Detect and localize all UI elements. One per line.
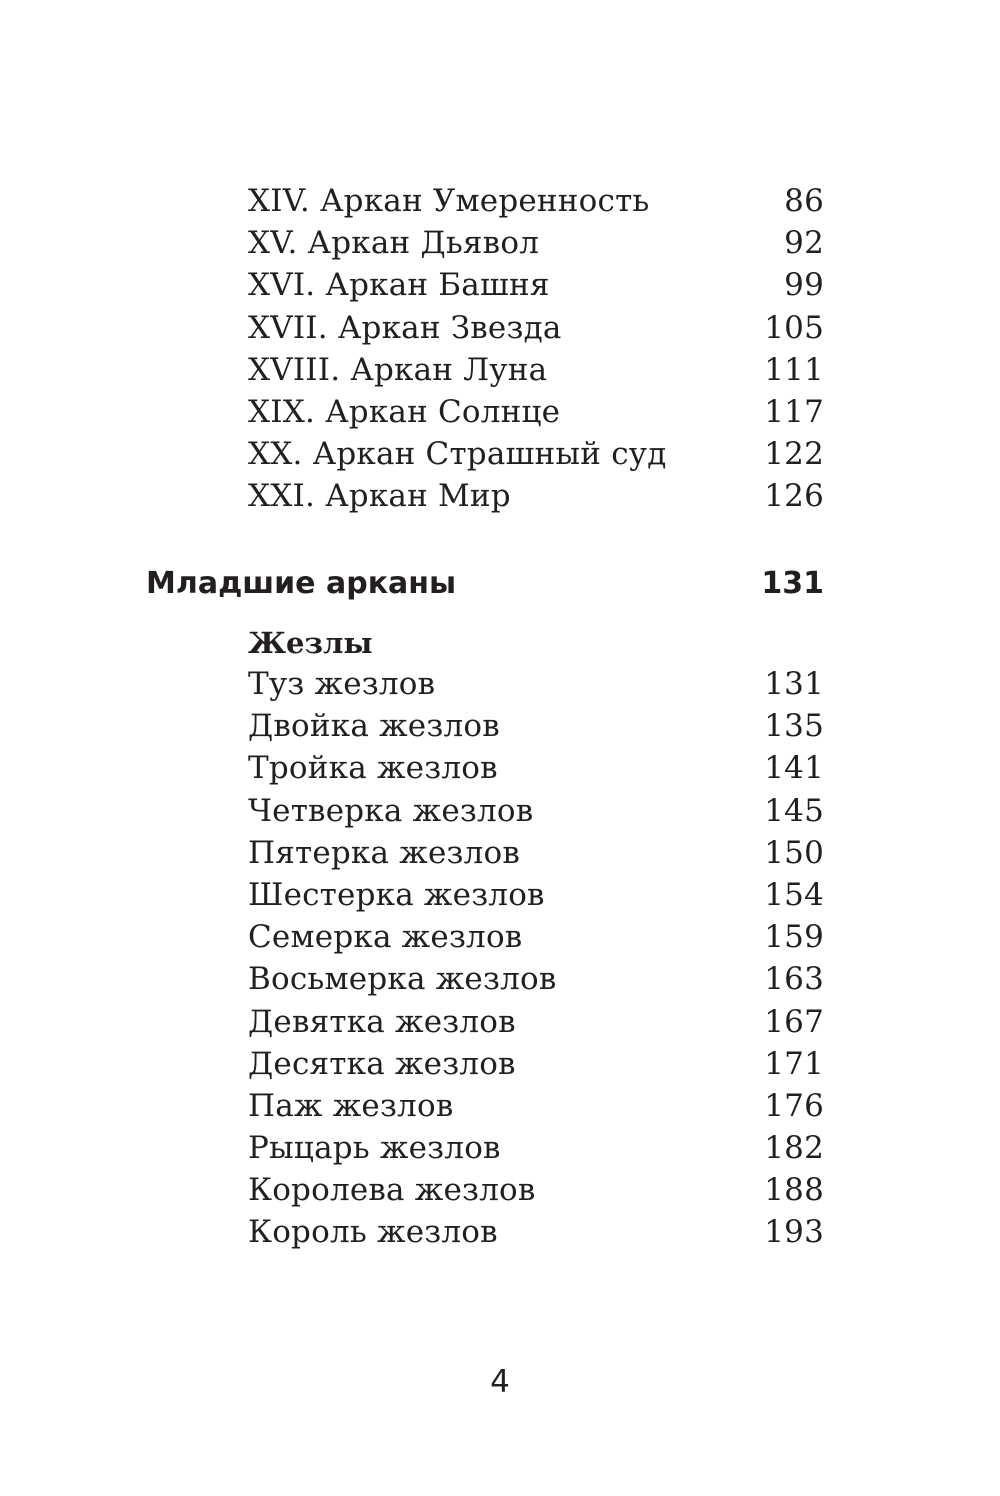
toc-entry-title: Десятка жезлов xyxy=(248,1045,516,1082)
toc-entry xyxy=(248,1127,824,1169)
toc-entry-title: Четверка жезлов xyxy=(248,792,534,829)
toc-entry-title: XIV. Аркан Умеренность xyxy=(248,183,650,219)
toc-entry-title: Семерка жезлов xyxy=(248,919,523,956)
toc-entry-page: 167 xyxy=(764,1003,824,1040)
toc-entry-page: 182 xyxy=(764,1130,824,1167)
toc-entry-title: Король жезлов xyxy=(248,1214,498,1251)
toc-entry xyxy=(248,958,824,1000)
minor-arcana-section-heading xyxy=(146,560,824,608)
toc-entry-page: 193 xyxy=(764,1214,824,1251)
toc-entry-title: Паж жезлов xyxy=(248,1087,454,1124)
toc-entry-page: 117 xyxy=(764,393,824,430)
toc-entry-page: 92 xyxy=(784,225,824,262)
toc-entry-page: 105 xyxy=(764,309,824,346)
toc-entry-page: 131 xyxy=(764,666,824,702)
toc-entry-page: 99 xyxy=(784,267,824,304)
toc-entry xyxy=(248,747,824,789)
toc-entry-title: Тройка жезлов xyxy=(248,750,498,787)
toc-entry xyxy=(248,433,824,475)
toc-entry xyxy=(248,1085,824,1127)
toc-entry-title: XVIII. Аркан Луна xyxy=(248,351,548,388)
page-number: 4 xyxy=(490,1364,510,1400)
toc-entry xyxy=(248,391,824,433)
toc-entry-page: 86 xyxy=(784,183,824,219)
toc-entry-title: Рыцарь жезлов xyxy=(248,1130,501,1167)
toc-entry-page: 176 xyxy=(764,1087,824,1124)
toc-entry xyxy=(248,1211,824,1253)
toc-entry xyxy=(248,663,824,705)
toc-entry xyxy=(248,1169,824,1211)
toc-entry-page: 135 xyxy=(764,708,824,745)
toc-entry-page: 141 xyxy=(764,750,824,787)
toc-entry xyxy=(248,1001,824,1043)
toc-entry-title: Шестерка жезлов xyxy=(248,876,545,913)
toc-entry xyxy=(248,832,824,874)
wands-subheading: Жезлы xyxy=(248,626,373,660)
toc-entry-page: 111 xyxy=(764,351,824,388)
toc-entry-page: 122 xyxy=(764,436,824,473)
toc-entry-title: Девятка жезлов xyxy=(248,1003,516,1040)
toc-entry xyxy=(248,307,824,349)
section-title: Младшие арканы xyxy=(146,566,457,601)
toc-entry-page: 159 xyxy=(764,919,824,956)
toc-entry-title: XVI. Аркан Башня xyxy=(248,267,550,304)
major-arcana-list xyxy=(248,180,824,518)
wands-list xyxy=(248,663,824,1254)
toc-entry xyxy=(248,180,824,222)
section-page: 131 xyxy=(761,566,824,601)
toc-entry xyxy=(248,222,824,264)
toc-entry-title: XX. Аркан Страшный суд xyxy=(248,436,667,473)
toc-entry-title: XVII. Аркан Звезда xyxy=(248,309,562,346)
toc-entry-page: 154 xyxy=(764,876,824,913)
toc-entry-page: 171 xyxy=(764,1045,824,1082)
toc-entry-page: 150 xyxy=(764,834,824,871)
toc-entry-title: XXI. Аркан Мир xyxy=(248,478,511,515)
toc-entry-title: Туз жезлов xyxy=(248,666,436,702)
toc-entry xyxy=(248,790,824,832)
toc-entry xyxy=(248,874,824,916)
toc-entry-title: Двойка жезлов xyxy=(248,708,500,745)
toc-entry xyxy=(248,1043,824,1085)
toc-entry xyxy=(248,475,824,517)
toc-entry xyxy=(248,916,824,958)
toc-entry xyxy=(248,705,824,747)
toc-entry-title: Королева жезлов xyxy=(248,1172,536,1209)
toc-entry-page: 145 xyxy=(764,792,824,829)
toc-entry-title: XV. Аркан Дьявол xyxy=(248,225,540,262)
toc-entry-title: Восьмерка жезлов xyxy=(248,961,557,998)
toc-entry-page: 188 xyxy=(764,1172,824,1209)
toc-entry-title: Пятерка жезлов xyxy=(248,834,521,871)
toc-entry-page: 126 xyxy=(764,478,824,515)
toc-entry xyxy=(248,264,824,306)
toc-entry-page: 163 xyxy=(764,961,824,998)
toc-entry-title: XIX. Аркан Солнце xyxy=(248,393,561,430)
toc-entry xyxy=(248,349,824,391)
